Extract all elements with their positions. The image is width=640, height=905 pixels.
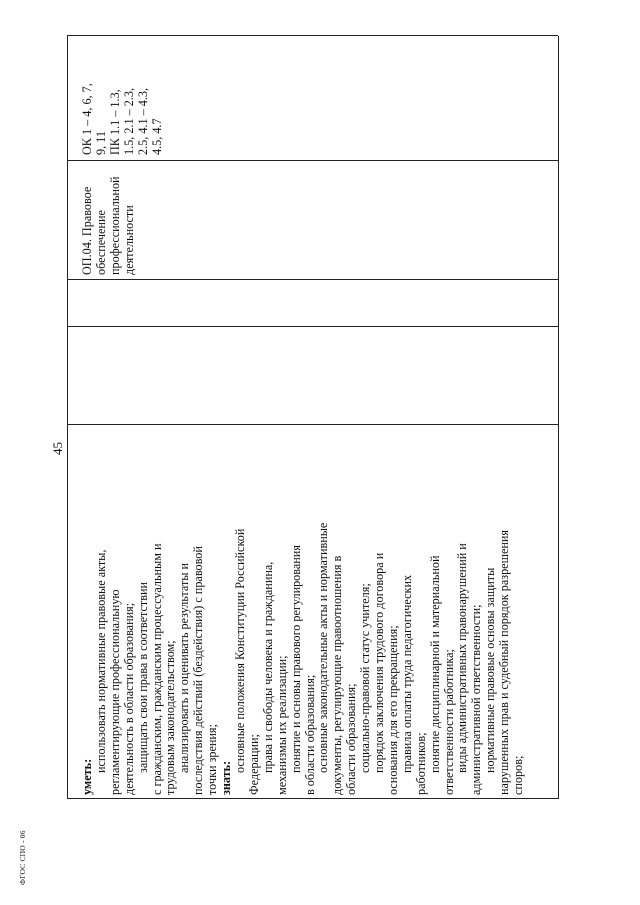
skill-line: деятельность в области образования;: [121, 602, 136, 795]
skill-line: основные положения Конституции Российской: [232, 528, 247, 773]
discipline-line: деятельности: [121, 205, 136, 275]
competency-line: ПК 1.1 – 1.3,: [107, 89, 122, 155]
skill-line: основные законодательные акты и нормативные: [316, 522, 331, 773]
skills-knowledge-cell: [81, 427, 526, 795]
skill-line: документы, регулирующие правоотношения в: [330, 555, 345, 795]
table-border-top: [67, 36, 68, 799]
column-divider: [67, 326, 558, 327]
skill-line: механизмы их реализации;: [274, 655, 289, 795]
skill-line: понятие дисциплинарной и материальной: [427, 555, 442, 773]
skill-line: Федерации;: [246, 734, 261, 795]
skill-line: виды административных правонарушений и: [455, 543, 470, 773]
competencies-cell: [81, 40, 164, 155]
table-border-left: [67, 798, 558, 799]
footer-code: ФГОС СПО - 06: [18, 830, 27, 885]
column-divider: [67, 160, 558, 161]
skill-line: ответственности работника;: [441, 649, 456, 795]
discipline-line: профессиональной: [107, 176, 122, 275]
skill-line: понятие и основы правового регулирования: [288, 545, 303, 773]
skill-line: использовать нормативные правовые акты,: [93, 549, 108, 773]
table-border-right: [67, 35, 558, 36]
skill-line: области образования;: [344, 683, 359, 795]
table-border-bottom: [558, 36, 559, 799]
skill-line: с гражданским, гражданским процессуальным и: [149, 543, 164, 795]
discipline-line: ОП.04. Правовое: [80, 186, 94, 275]
competency-line: ОК 1 – 4, 6, 7,: [80, 83, 94, 155]
skill-line: нормативные правовые основы защиты: [483, 567, 498, 773]
competency-line: 2.5, 4.1 – 4.3,: [135, 87, 150, 155]
section-heading: знать:: [219, 760, 234, 795]
skill-line: точки зрения;: [205, 724, 220, 795]
skill-line: работников;: [413, 732, 428, 795]
skill-line: административной ответственности;: [469, 604, 484, 795]
competency-line: 9, 11: [93, 131, 108, 155]
skill-line: права и свободы человека и гражданина,: [260, 561, 275, 773]
skill-line: последствия действий (бездействия) с правовой: [191, 546, 206, 795]
column-divider: [67, 424, 558, 425]
skill-line: защищать свои права в соответствии: [135, 581, 150, 773]
column-divider: [67, 279, 558, 280]
skill-line: анализировать и оценивать результаты и: [177, 562, 192, 773]
skill-line: в области образования;: [302, 674, 317, 795]
skill-line: споров;: [511, 755, 526, 795]
section-heading: уметь:: [80, 758, 94, 795]
skill-line: трудовым законодательством;: [163, 640, 178, 795]
skill-line: нарушенных прав и судебный порядок разрешения: [497, 529, 512, 795]
competency-line: 1.5, 2.1 – 2.3,: [121, 87, 136, 155]
skill-line: регламентирующие профессиональную: [107, 589, 122, 795]
page-number: 45: [50, 442, 65, 455]
competency-line: 4.5, 4.7: [149, 118, 164, 155]
discipline-line: обеспечение: [93, 210, 108, 275]
skill-line: порядок заключения трудового договора и: [372, 552, 387, 773]
discipline-cell: [81, 164, 137, 275]
skill-line: основания для его прекращения;: [385, 625, 400, 795]
skill-line: социально-правовой статус учителя;: [358, 583, 373, 773]
skill-line: правила оплаты труда педагогических: [399, 574, 414, 773]
